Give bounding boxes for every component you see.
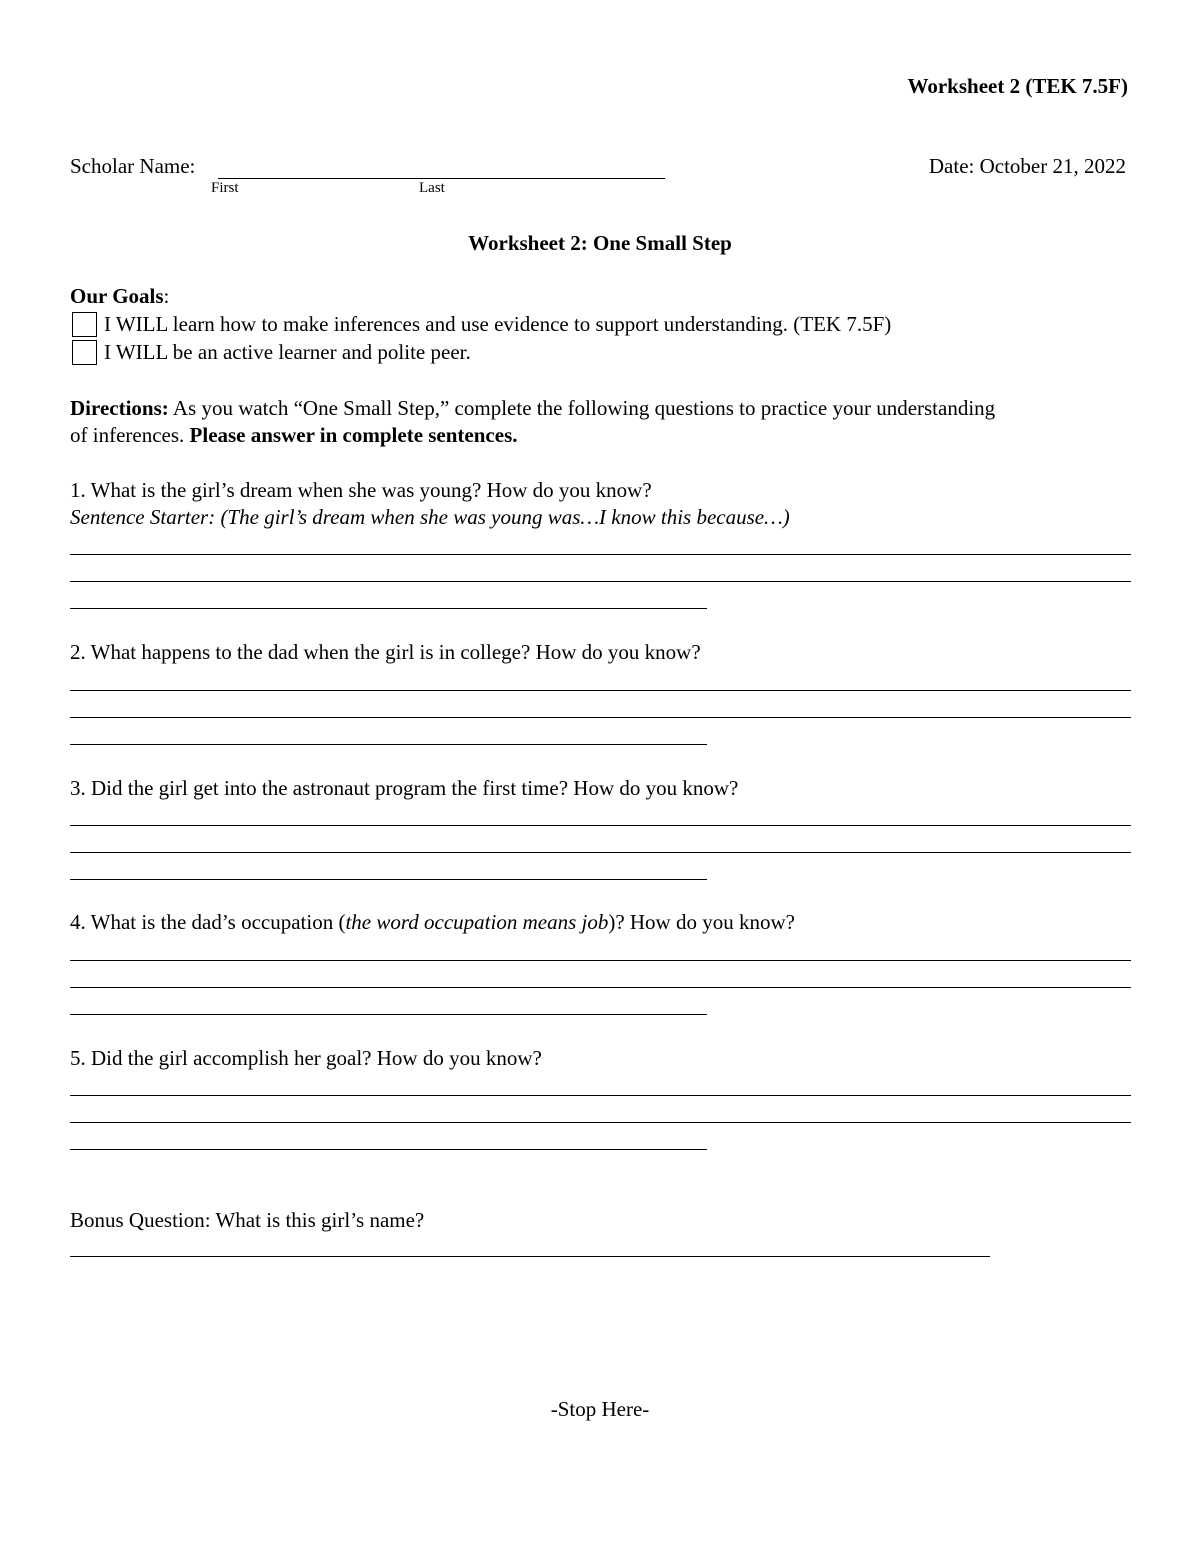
last-name-label: Last bbox=[419, 180, 445, 196]
answer-line-5c[interactable] bbox=[70, 1149, 707, 1150]
worksheet-tag: Worksheet 2 (TEK 7.5F) bbox=[907, 74, 1128, 98]
answer-line-4a[interactable] bbox=[70, 960, 1131, 961]
answer-line-3b[interactable] bbox=[70, 852, 1131, 853]
bonus-question: Bonus Question: What is this girl’s name? bbox=[70, 1208, 425, 1232]
answer-line-5a[interactable] bbox=[70, 1095, 1131, 1096]
question-1: 1. What is the girl’s dream when she was young? How do you know? bbox=[70, 478, 652, 502]
answer-line-2c[interactable] bbox=[70, 744, 707, 745]
answer-line-3a[interactable] bbox=[70, 825, 1131, 826]
answer-line-1b[interactable] bbox=[70, 581, 1131, 582]
scholar-name-field[interactable] bbox=[218, 178, 665, 179]
scholar-name-label: Scholar Name: bbox=[70, 154, 196, 178]
stop-here: -Stop Here- bbox=[550, 1397, 650, 1421]
directions-line-2: of inferences. Please answer in complete sentences. bbox=[70, 423, 518, 447]
goal-item-1: I WILL learn how to make inferences and use evidence to support understanding. (TEK 7.5F) bbox=[104, 312, 892, 336]
answer-line-4b[interactable] bbox=[70, 987, 1131, 988]
question-5: 5. Did the girl accomplish her goal? How do you know? bbox=[70, 1046, 542, 1070]
question-2: 2. What happens to the dad when the girl is in college? How do you know? bbox=[70, 640, 701, 664]
answer-line-1a[interactable] bbox=[70, 554, 1131, 555]
answer-line-5b[interactable] bbox=[70, 1122, 1131, 1123]
directions-label: Directions: bbox=[70, 396, 169, 420]
first-name-label: First bbox=[211, 180, 239, 196]
bonus-answer-line[interactable] bbox=[70, 1256, 990, 1257]
question-3: 3. Did the girl get into the astronaut program the first time? How do you know? bbox=[70, 776, 739, 800]
directions-emphasis: Please answer in complete sentences. bbox=[189, 423, 518, 447]
answer-line-3c[interactable] bbox=[70, 879, 707, 880]
answer-line-4c[interactable] bbox=[70, 1014, 707, 1015]
question-4: 4. What is the dad’s occupation (the word occupation means job)? How do you know? bbox=[70, 910, 795, 934]
page-title: Worksheet 2: One Small Step bbox=[468, 231, 732, 255]
goal-item-2: I WILL be an active learner and polite peer. bbox=[104, 340, 471, 364]
sentence-starter: Sentence Starter: (The girl’s dream when she was young was…I know this because…) bbox=[70, 505, 790, 529]
goal-checkbox-1[interactable] bbox=[72, 312, 97, 337]
answer-line-1c[interactable] bbox=[70, 608, 707, 609]
answer-line-2a[interactable] bbox=[70, 690, 1131, 691]
goal-checkbox-2[interactable] bbox=[72, 340, 97, 365]
goals-heading: Our Goals: bbox=[70, 284, 170, 308]
date-label: Date: October 21, 2022 bbox=[928, 154, 1126, 178]
answer-line-2b[interactable] bbox=[70, 717, 1131, 718]
directions-line-1: Directions: As you watch “One Small Step,” complete the following questions to practice your understanding bbox=[70, 396, 996, 420]
